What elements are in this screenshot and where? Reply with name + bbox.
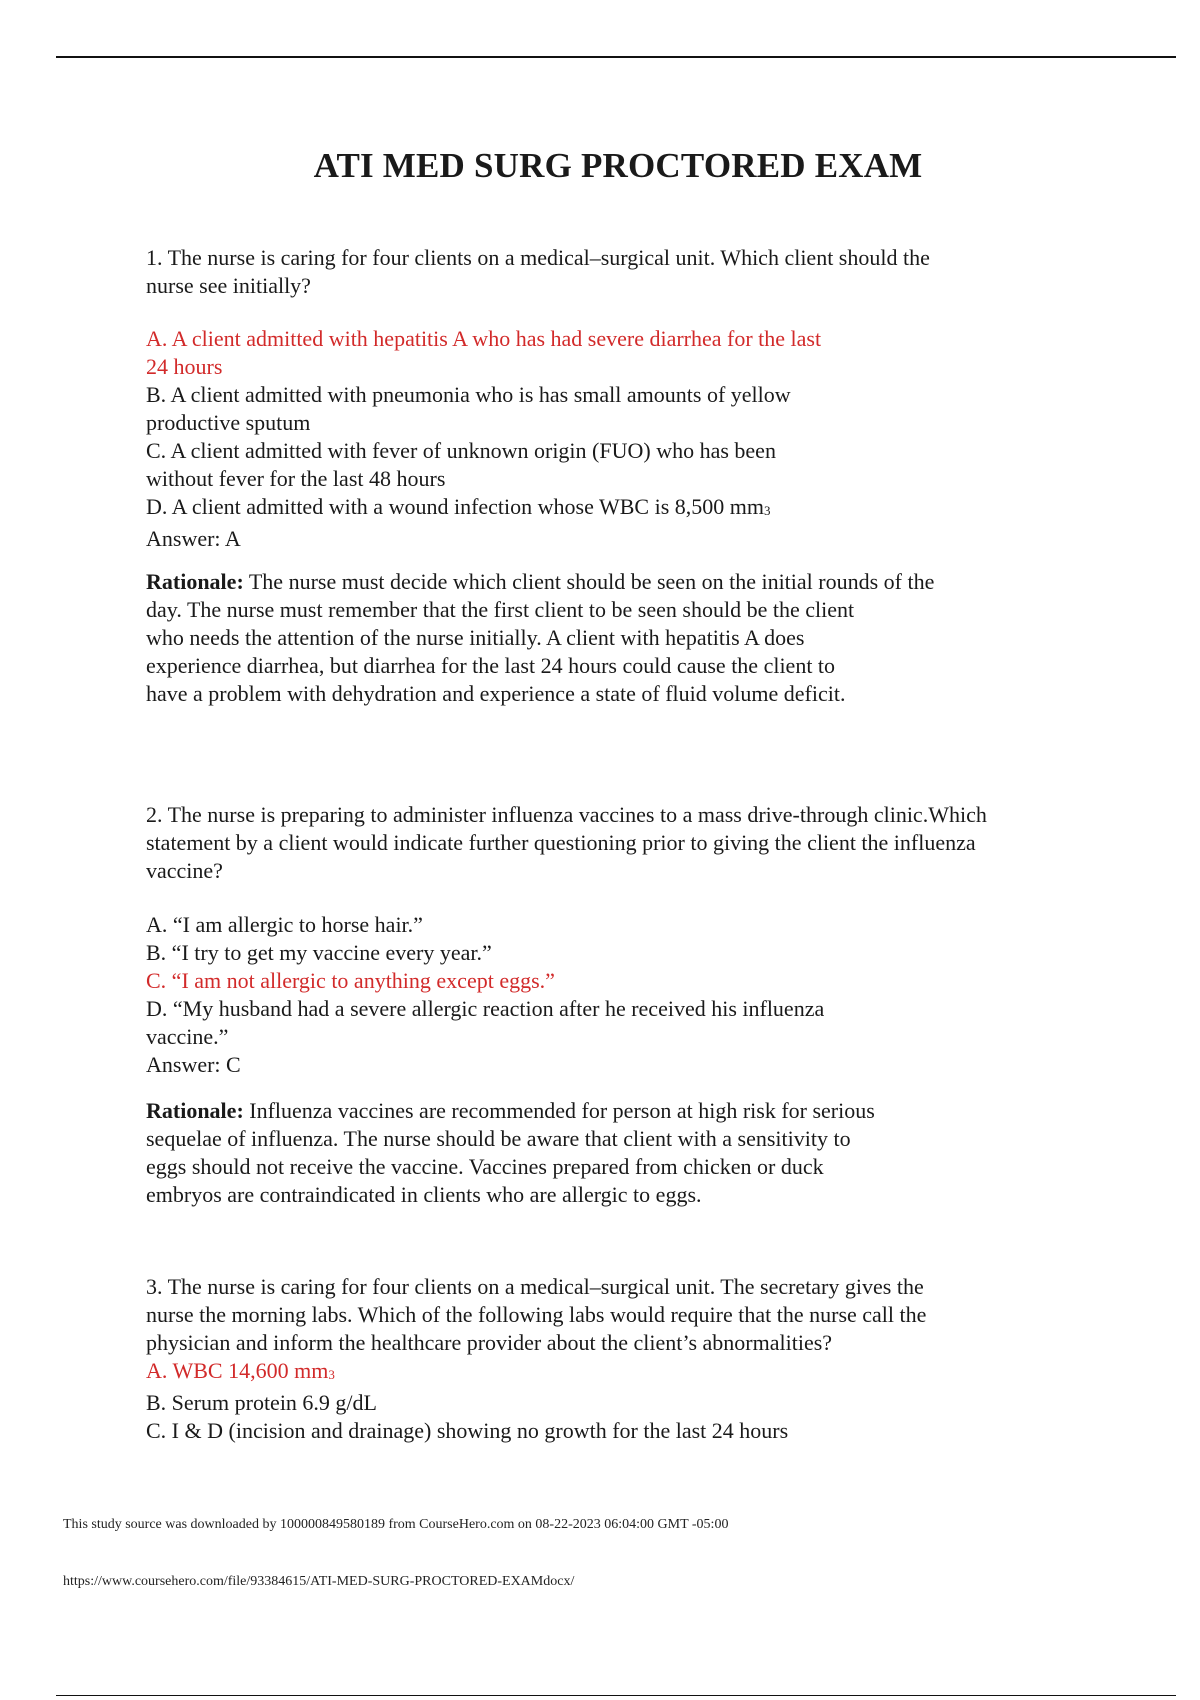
question-1-rationale [146, 568, 1096, 708]
q2-option-d-cont: vaccine.” [146, 1024, 229, 1049]
q1-option-d [146, 493, 1096, 525]
rationale-line [146, 568, 1096, 596]
top-rule [56, 56, 1176, 58]
q1-option-b-cont: productive sputum [146, 410, 311, 435]
q3-option-a [146, 1357, 1096, 1389]
stem-line: nurse see initially? [146, 273, 311, 298]
rationale-line: eggs should not receive the vaccine. Vaccines prepared from chicken or duck [146, 1154, 824, 1179]
rationale-line [146, 1097, 1096, 1125]
rationale-text: Influenza vaccines are recommended for person at high risk for serious [243, 1098, 875, 1123]
question-1-options [146, 325, 1096, 553]
q3-option-c: C. I & D (incision and drainage) showing no growth for the last 24 hours [146, 1418, 789, 1443]
stem-line: vaccine? [146, 858, 223, 883]
rationale-line: sequelae of influenza. The nurse should be aware that client with a sensitivity to [146, 1126, 851, 1151]
q1-option-a: A. A client admitted with hepatitis A who has had severe diarrhea for the last [146, 326, 822, 351]
q2-option-d: D. “My husband had a severe allergic reaction after he received his influenza [146, 996, 825, 1021]
q2-option-b: B. “I try to get my vaccine every year.” [146, 940, 492, 965]
rationale-line: have a problem with dehydration and experience a state of fluid volume deficit. [146, 681, 846, 706]
q1-option-a-cont: 24 hours [146, 354, 223, 379]
stem-line: nurse the morning labs. Which of the following labs would require that the nurse call the [146, 1302, 927, 1327]
footer-url[interactable]: https://www.coursehero.com/file/93384615/ATI-MED-SURG-PROCTORED-EXAMdocx/ [63, 1574, 575, 1589]
stem-line: statement by a client would indicate further questioning prior to giving the client the influenza [146, 830, 976, 855]
rationale-line: day. The nurse must remember that the first client to be seen should be the client [146, 597, 855, 622]
rationale-line: who needs the attention of the nurse initially. A client with hepatitis A does [146, 625, 805, 650]
question-2-options [146, 911, 1096, 1079]
question-1-stem [146, 244, 1096, 300]
q1-answer: Answer: A [146, 526, 241, 551]
q1-option-b: B. A client admitted with pneumonia who is has small amounts of yellow [146, 382, 791, 407]
rationale-line: experience diarrhea, but diarrhea for the last 24 hours could cause the client to [146, 653, 836, 678]
bottom-rule [56, 1695, 1176, 1696]
q3-option-b: B. Serum protein 6.9 g/dL [146, 1390, 377, 1415]
rationale-text: The nurse must decide which client should be seen on the initial rounds of the [243, 569, 935, 594]
question-2-rationale [146, 1097, 1096, 1209]
rationale-label: Rationale: [146, 569, 244, 594]
q1-option-c: C. A client admitted with fever of unknown origin (FUO) who has been [146, 438, 776, 463]
q2-option-a: A. “I am allergic to horse hair.” [146, 912, 423, 937]
q3-option-a-subscript: 3 [328, 1367, 335, 1382]
q1-option-c-cont: without fever for the last 48 hours [146, 466, 446, 491]
rationale-label: Rationale: [146, 1098, 244, 1123]
q1-option-d-subscript: 3 [763, 503, 771, 518]
q2-answer: Answer: C [146, 1052, 241, 1077]
footer-source-note: This study source was downloaded by 100000849580189 from CourseHero.com on 08-22-2023 06:04:00 GMT -05:00 [63, 1517, 729, 1532]
question-2-stem [146, 801, 1096, 885]
rationale-line: embryos are contraindicated in clients who are allergic to eggs. [146, 1182, 702, 1207]
q2-option-c: C. “I am not allergic to anything except eggs.” [146, 968, 555, 993]
stem-line: physician and inform the healthcare provider about the client’s abnormalities? [146, 1330, 833, 1355]
q1-option-d-text: D. A client admitted with a wound infection whose WBC is 8,500 mm [146, 494, 764, 519]
stem-line: 1. The nurse is caring for four clients on a medical–surgical unit. Which client should the [146, 245, 930, 270]
page-title: ATI MED SURG PROCTORED EXAM [313, 146, 923, 185]
stem-line: 3. The nurse is caring for four clients on a medical–surgical unit. The secretary gives the [146, 1274, 924, 1299]
question-3-stem [146, 1273, 1096, 1445]
stem-line: 2. The nurse is preparing to administer influenza vaccines to a mass drive-through clinic.Which [146, 802, 987, 827]
q3-option-a-text: A. WBC 14,600 mm [146, 1358, 329, 1383]
